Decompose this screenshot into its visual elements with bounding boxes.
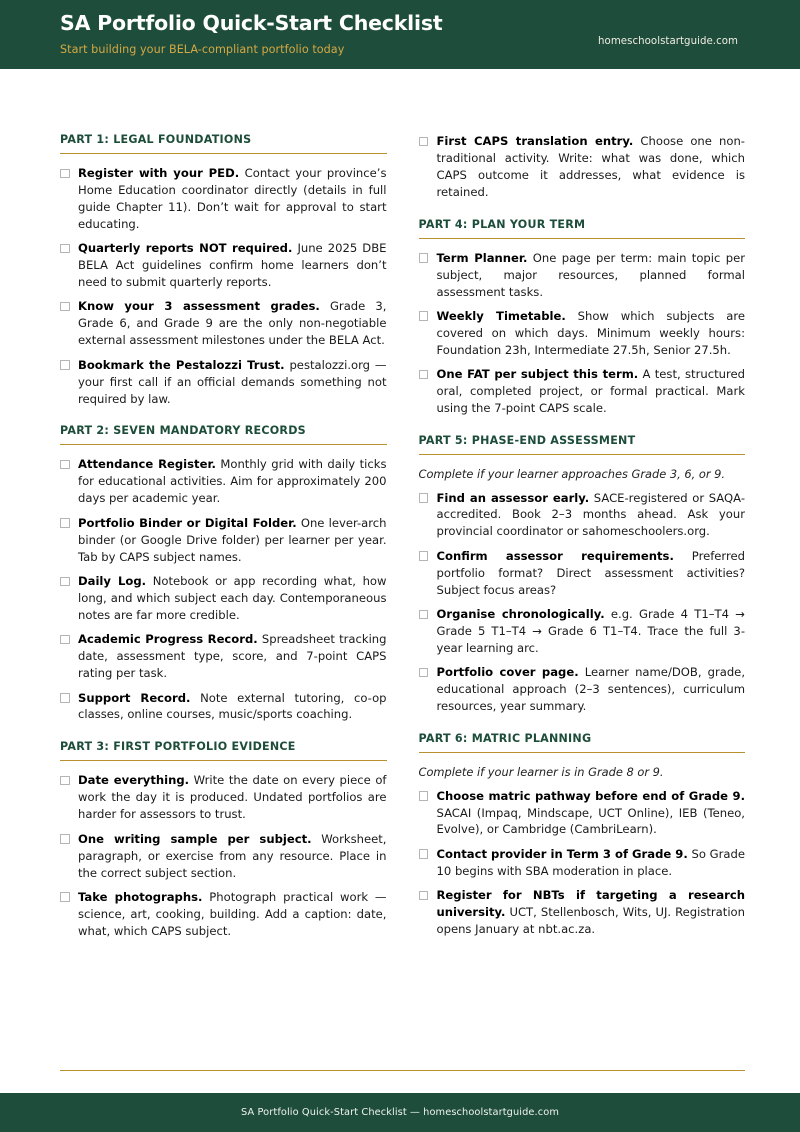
checkbox-icon[interactable]: [419, 370, 429, 380]
checkbox-icon[interactable]: [60, 834, 70, 844]
part-note: Complete if your learner approaches Grade 3, 6, or 9.: [418, 466, 725, 481]
checklist-item-lead: Quarterly reports NOT required.: [78, 241, 293, 256]
checkbox-icon[interactable]: [419, 551, 429, 561]
checklist-item-lead: Term Planner.: [436, 250, 528, 265]
checklist-item-body: A test, structured oral, completed project, or formal practical. Mark using the 7-point CAPS scale.: [436, 367, 745, 416]
part-block: [419, 732, 746, 938]
checklist-item-lead: Contact provider in Term 3 of Grade 9.: [436, 846, 688, 861]
checkbox-icon[interactable]: [60, 244, 70, 254]
page-header: [0, 0, 800, 69]
checklist-item[interactable]: [419, 664, 746, 715]
checklist-item-body: Learner name/DOB, grade, educational approach (2–3 sentences), curriculum resources, year summary.: [436, 665, 746, 714]
checklist-item-body: One lever-arch binder (or Google Drive folder) per learner per year. Tab by CAPS subject names.: [78, 515, 387, 564]
part-block: [419, 218, 746, 417]
checkbox-icon[interactable]: [60, 892, 70, 902]
checklist-item[interactable]: [419, 250, 746, 301]
checklist-item[interactable]: [419, 606, 746, 657]
checklist-item-text: [437, 366, 746, 417]
checkbox-icon[interactable]: [60, 518, 70, 528]
checklist-item-text: [437, 490, 746, 541]
checklist-item-text: [78, 690, 387, 724]
checklist-item[interactable]: [60, 456, 387, 507]
checklist-item-body: e.g. Grade 4 T1–T4 → Grade 5 T1–T4 → Grade 6 T1–T4. Trace the full 3-year learning arc.: [436, 607, 745, 655]
footer-text: SA Portfolio Quick-Start Checklist — homeschoolstartguide.com: [240, 1107, 559, 1118]
checklist-item-text: [78, 889, 387, 940]
checklist-item-lead: One FAT per subject this term.: [436, 367, 639, 382]
checkbox-icon[interactable]: [60, 169, 70, 179]
checklist-item-text: [437, 846, 746, 880]
checklist-item-text: [437, 887, 746, 938]
checklist-item-text: [78, 515, 387, 566]
part-block: [419, 133, 746, 201]
checklist-item-body: Notebook or app recording what, how long, and which subject each day. Contemporaneous notes are far more credible.: [78, 574, 387, 622]
checklist-item-body: Note external tutoring, co-op classes, online courses, music/sports coaching.: [78, 690, 387, 722]
checklist-item-body: Contact your province’s Home Education coordinator directly (details in full guide Chapter 11). Don’t wait for approval to start educating.: [78, 166, 387, 231]
checklist-item-text: [437, 308, 746, 359]
checklist-item-lead: Portfolio cover page.: [436, 665, 579, 680]
checklist-item-text: [78, 573, 387, 624]
part-divider: [60, 760, 387, 761]
checklist-item[interactable]: [419, 308, 746, 359]
page-subtitle: Start building your BELA-compliant portfolio today: [60, 42, 345, 56]
part-divider: [419, 454, 746, 455]
checklist-item-text: [437, 548, 746, 599]
checklist-item-text: [78, 240, 387, 291]
checklist-item-text: [78, 298, 387, 349]
checklist-item-lead: First CAPS translation entry.: [436, 134, 634, 148]
checklist-item-body: Spreadsheet tracking date, assessment type, score, and 7-point CAPS rating per task.: [78, 632, 387, 681]
checklist-item-text: [78, 357, 387, 408]
checklist-item[interactable]: [60, 240, 387, 291]
part-heading: PART 3: FIRST PORTFOLIO EVIDENCE: [60, 740, 296, 754]
checklist-item[interactable]: [60, 690, 387, 724]
checklist-item[interactable]: [60, 515, 387, 566]
checklist-item-text: [437, 250, 746, 301]
part-note: Complete if your learner is in Grade 8 or 9.: [418, 765, 664, 780]
checkbox-icon[interactable]: [60, 460, 70, 470]
checklist-item-body: SACE-registered or SAQA-accredited. Book 2–3 months ahead. Ask your provincial coordinator or sahomeschoolers.org.: [436, 490, 746, 539]
checklist-item[interactable]: [60, 631, 387, 682]
part-block: [60, 740, 387, 939]
checkbox-icon[interactable]: [60, 776, 70, 786]
checklist-item-body: pestalozzi.org — your first call if an official demands something not required by law.: [78, 357, 387, 406]
part-divider: [60, 153, 387, 154]
checkbox-icon[interactable]: [60, 693, 70, 703]
checklist-item-text: [78, 631, 387, 682]
checklist-item-lead: Attendance Register.: [78, 457, 216, 472]
part-heading: PART 5: PHASE-END ASSESSMENT: [418, 433, 636, 447]
checklist-item[interactable]: [60, 772, 387, 823]
checklist-item-lead: Portfolio Binder or Digital Folder.: [78, 515, 297, 530]
page-title: SA Portfolio Quick-Start Checklist: [60, 11, 443, 35]
checklist-item-lead: Know your 3 assessment grades.: [78, 299, 320, 314]
part-heading: PART 6: MATRIC PLANNING: [418, 732, 592, 746]
part-heading: PART 4: PLAN YOUR TERM: [418, 217, 586, 231]
checklist-item[interactable]: [419, 490, 746, 541]
checklist-item[interactable]: [60, 889, 387, 940]
checklist-item-text: [437, 788, 746, 839]
checklist-item-body: June 2025 DBE BELA Act guidelines confirm home learners don’t need to submit quarterly reports.: [78, 241, 387, 290]
checkbox-icon[interactable]: [60, 577, 70, 587]
checklist-item[interactable]: [60, 831, 387, 882]
checklist-item-body: Grade 3, Grade 6, and Grade 9 are the only non-negotiable external assessment milestones under the BELA Act.: [78, 299, 387, 348]
checklist-item-body: Monthly grid with daily ticks for educational activities. Aim for approximately 200 days per academic year.: [78, 457, 387, 506]
part-divider: [419, 752, 746, 753]
checklist-item-lead: Register for NBTs if targeting a research university.: [436, 888, 745, 920]
checklist-item-lead: Academic Progress Record.: [78, 632, 258, 647]
checkbox-icon[interactable]: [419, 493, 429, 503]
checklist-item-body: One page per term: main topic per subject, major resources, planned formal assessment tasks.: [436, 250, 745, 299]
checklist-item[interactable]: [60, 165, 387, 233]
checklist-item[interactable]: [419, 788, 746, 839]
checklist-item-body: So Grade 10 begins with SBA moderation in place.: [436, 846, 745, 878]
checklist-item-lead: Bookmark the Pestalozzi Trust.: [78, 357, 285, 372]
checklist-item-body: Show which subjects are covered on which days. Minimum weekly hours: Foundation 23h, Intermediate 27.5h, Senior 27.5h.: [436, 308, 745, 357]
site-url: homeschoolstartguide.com: [598, 36, 738, 47]
checklist-item-body: Choose one non-traditional activity. Write: what was done, which CAPS outcome it addresses, what evidence is retained.: [436, 134, 745, 199]
checkbox-icon[interactable]: [60, 635, 70, 645]
checklist-item-text: [437, 133, 746, 201]
checklist-item-lead: Find an assessor early.: [436, 490, 590, 505]
checklist-columns: [60, 69, 745, 940]
checkbox-icon[interactable]: [419, 791, 429, 801]
checklist-item-lead: Confirm assessor requirements.: [436, 548, 674, 563]
checklist-item-lead: Date everything.: [78, 773, 190, 788]
checkbox-icon[interactable]: [419, 311, 429, 321]
checklist-item-body: Preferred portfolio format? Direct assessment activities? Subject focus areas?: [436, 548, 745, 597]
checklist-item-text: [78, 456, 387, 507]
checklist-item-body: Worksheet, paragraph, or exercise from any resource. Place in the correct subject section.: [78, 831, 387, 880]
checklist-item-body: SACAI (Impaq, Mindscape, UCT Online), IEB (Teneo, Evolve), or Cambridge (CambriLearn).: [436, 805, 745, 837]
checkbox-icon[interactable]: [419, 891, 429, 901]
part-heading: PART 2: SEVEN MANDATORY RECORDS: [60, 424, 306, 438]
checklist-item-lead: Choose matric pathway before end of Grade 9.: [436, 788, 745, 803]
checkbox-icon[interactable]: [419, 253, 429, 263]
checklist-item-lead: Register with your PED.: [78, 166, 240, 180]
checklist-item[interactable]: [419, 366, 746, 417]
page-body: [0, 69, 800, 1093]
checklist-item-text: [78, 831, 387, 882]
checklist-item-lead: Organise chronologically.: [436, 607, 605, 622]
part-heading: PART 1: LEGAL FOUNDATIONS: [60, 133, 252, 146]
checklist-item-body: Write the date on every piece of work the day it is produced. Undated portfolios are harder for assessors to trust.: [78, 773, 387, 822]
checklist-item[interactable]: [419, 133, 746, 201]
checkbox-icon[interactable]: [60, 302, 70, 312]
checklist-item[interactable]: [60, 357, 387, 408]
checklist-item-lead: Weekly Timetable.: [436, 308, 566, 323]
checkbox-icon[interactable]: [60, 360, 70, 370]
checklist-item[interactable]: [419, 548, 746, 599]
part-divider: [419, 238, 746, 239]
part-block: [60, 424, 387, 723]
checklist-item[interactable]: [60, 298, 387, 349]
checklist-item-text: [437, 664, 746, 715]
checklist-item-body: Photograph practical work — science, art, cooking, building. Add a caption: date, what, which CAPS subject.: [78, 889, 387, 938]
bottom-divider: [60, 1070, 745, 1071]
checklist-item-lead: Support Record.: [78, 690, 191, 705]
part-block: [419, 434, 746, 715]
checklist-item-body: UCT, Stellenbosch, Wits, UJ. Registration opens January at nbt.ac.za.: [436, 905, 745, 937]
checkbox-icon[interactable]: [419, 137, 429, 147]
checkbox-icon[interactable]: [419, 668, 429, 678]
checkbox-icon[interactable]: [419, 610, 429, 620]
left-column: [60, 133, 387, 940]
part-block: [60, 133, 387, 407]
checklist-item-lead: One writing sample per subject.: [78, 831, 312, 846]
checklist-item-text: [78, 772, 387, 823]
checklist-item-lead: Take photographs.: [78, 889, 203, 904]
checklist-item[interactable]: [60, 573, 387, 624]
page-footer: [0, 1093, 800, 1132]
checklist-item[interactable]: [419, 846, 746, 880]
checklist-item[interactable]: [419, 887, 746, 938]
part-divider: [60, 444, 387, 445]
checklist-item-lead: Daily Log.: [78, 574, 147, 589]
checklist-item-text: [437, 606, 746, 657]
checkbox-icon[interactable]: [419, 849, 429, 859]
right-column: [419, 133, 746, 940]
checklist-item-text: [78, 165, 387, 233]
